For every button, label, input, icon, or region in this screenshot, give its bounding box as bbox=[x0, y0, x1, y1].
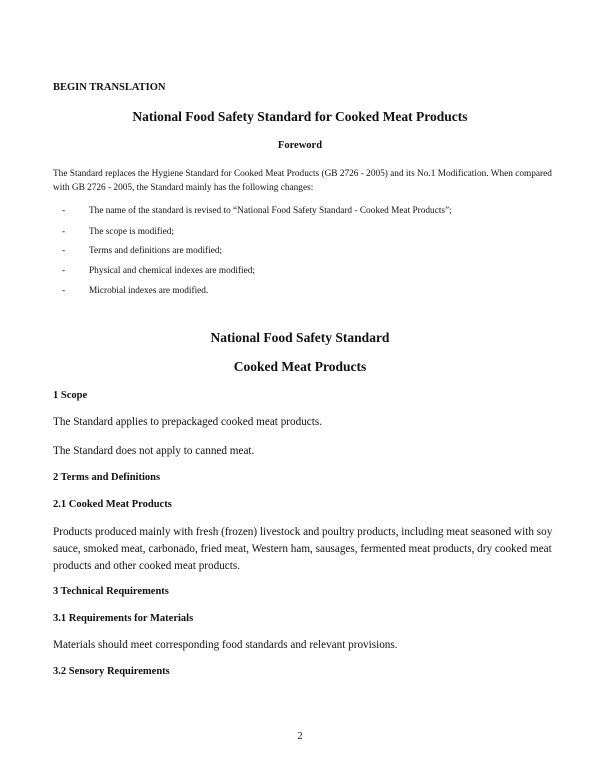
page-number: 2 bbox=[297, 731, 303, 742]
change-item: The name of the standard is revised to “National Food Safety Standard - Cooked Meat Products”; bbox=[89, 206, 452, 216]
cooked-meat-definition: Products produced mainly with fresh (frozen) livestock and poultry products, including meat seasoned with soy sauce, smoked meat, carbonado, fried meat, Western ham, sausages, fermented meat products, dry cooked meat products and other cooked meat products. bbox=[53, 526, 553, 572]
section-heading-scope: 1 Scope bbox=[53, 390, 88, 401]
change-item: Terms and definitions are modified; bbox=[89, 246, 223, 256]
materials-text: Materials should meet corresponding food standards and relevant provisions. bbox=[53, 639, 398, 651]
section-heading-technical: 3 Technical Requirements bbox=[53, 586, 169, 597]
bullet-marker: - bbox=[62, 246, 66, 256]
section-heading-cooked-meat: 2.1 Cooked Meat Products bbox=[53, 499, 172, 510]
section-heading-materials: 3.1 Requirements for Materials bbox=[53, 613, 194, 624]
sub-heading: Cooked Meat Products bbox=[233, 359, 367, 374]
foreword-intro: The Standard replaces the Hygiene Standard for Cooked Meat Products (GB 2726 - 2005) and its No.1 Modification. When compared with GB 2726 - 2005, the Standard mainly has the following changes: bbox=[53, 169, 552, 193]
bullet-marker: - bbox=[62, 266, 66, 276]
change-item: The scope is modified; bbox=[89, 227, 174, 237]
scope-text: The Standard does not apply to canned meat. bbox=[53, 445, 255, 457]
document-title: National Food Safety Standard for Cooked Meat Products bbox=[132, 109, 468, 124]
change-item: Physical and chemical indexes are modified; bbox=[89, 266, 255, 276]
bullet-marker: - bbox=[62, 286, 66, 296]
bullet-marker: - bbox=[62, 227, 66, 237]
main-heading: National Food Safety Standard bbox=[210, 330, 390, 345]
begin-translation-label: BEGIN TRANSLATION bbox=[53, 82, 166, 93]
change-item: Microbial indexes are modified. bbox=[89, 286, 209, 296]
foreword-heading: Foreword bbox=[277, 140, 323, 151]
scope-text: The Standard applies to prepackaged cooked meat products. bbox=[53, 416, 323, 428]
bullet-marker: - bbox=[62, 206, 66, 216]
section-heading-terms: 2 Terms and Definitions bbox=[53, 472, 161, 483]
section-heading-sensory: 3.2 Sensory Requirements bbox=[53, 666, 170, 677]
